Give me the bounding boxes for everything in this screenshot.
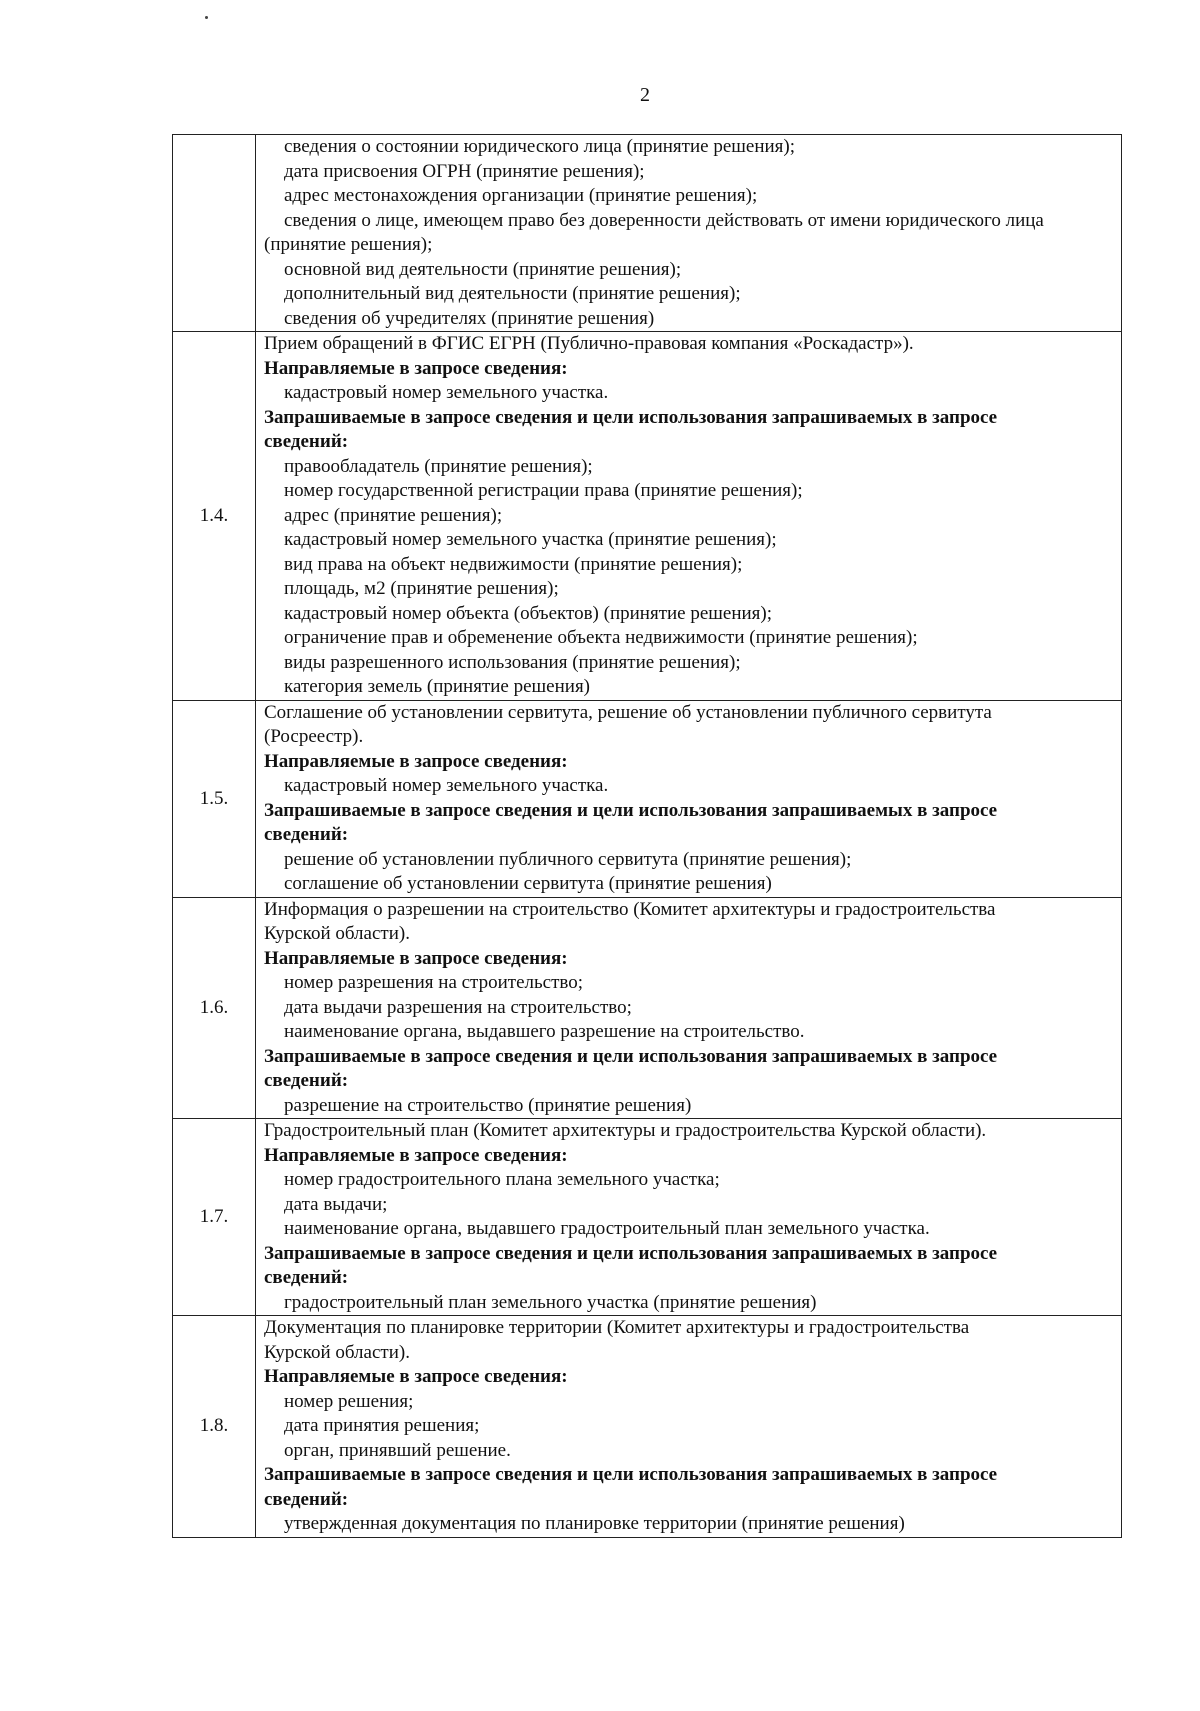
- content-line: (принятие решения);: [264, 234, 433, 255]
- content-line: вид права на объект недвижимости (принятие решения);: [284, 553, 743, 575]
- content-line: основной вид деятельности (принятие решения);: [284, 258, 682, 280]
- table-row: [173, 897, 1122, 1119]
- section-heading: Направляемые в запросе сведения:: [264, 750, 568, 772]
- row-number: 1.7.: [173, 1119, 256, 1316]
- content-line: кадастровый номер земельного участка (принятие решения);: [284, 529, 777, 550]
- content-line: кадастровый номер земельного участка.: [284, 775, 609, 796]
- row-content: [256, 332, 1122, 701]
- section-heading: Запрашиваемые в запросе сведения и цели использования запрашиваемых в запросе: [264, 1045, 998, 1067]
- section-heading: Направляемые в запросе сведения:: [264, 1144, 568, 1166]
- content-line: кадастровый номер объекта (объектов) (принятие решения);: [284, 602, 773, 624]
- row-content: [256, 1316, 1122, 1538]
- content-line: наименование органа, выдавшего градостроительный план земельного участка.: [284, 1218, 930, 1239]
- section-heading: сведений:: [264, 1267, 349, 1288]
- content-line: Документация по планировке территории (Комитет архитектуры и градостроительства: [264, 1317, 970, 1338]
- table-row: [173, 332, 1122, 701]
- content-line: виды разрешенного использования (принятие решения);: [284, 651, 741, 673]
- content-line: градостроительный план земельного участка (принятие решения): [284, 1291, 817, 1313]
- content-line: решение об установлении публичного сервитута (принятие решения);: [284, 848, 852, 870]
- section-heading: Направляемые в запросе сведения:: [264, 1366, 568, 1387]
- row-content: [256, 1119, 1122, 1316]
- content-line: номер государственной регистрации права (принятие решения);: [284, 480, 803, 501]
- content-line: (Росреестр).: [264, 726, 364, 747]
- content-line: Соглашение об установлении сервитута, решение об установлении публичного сервитута: [264, 701, 992, 723]
- row-number: 1.8.: [173, 1316, 256, 1538]
- row-content: [256, 700, 1122, 897]
- section-heading: Направляемые в запросе сведения:: [264, 947, 568, 969]
- content-line: Градостроительный план (Комитет архитектуры и градостроительства Курской области).: [264, 1120, 987, 1141]
- row-number: [173, 135, 256, 332]
- content-line: категория земель (принятие решения): [284, 676, 591, 697]
- content-line: соглашение об установлении сервитута (принятие решения): [284, 873, 772, 894]
- content-line: дополнительный вид деятельности (принятие решения);: [284, 283, 741, 304]
- section-heading: Запрашиваемые в запросе сведения и цели использования запрашиваемых в запросе: [264, 1242, 998, 1264]
- content-line: адрес (принятие решения);: [284, 504, 503, 526]
- section-heading: Направляемые в запросе сведения:: [264, 357, 568, 379]
- content-line: номер решения;: [284, 1390, 414, 1412]
- scan-speck: [205, 16, 208, 19]
- document-table-body: [173, 135, 1122, 1538]
- content-line: орган, принявший решение.: [284, 1439, 511, 1461]
- section-heading: сведений:: [264, 431, 349, 452]
- section-heading: сведений:: [264, 1488, 349, 1510]
- section-heading: Запрашиваемые в запросе сведения и цели использования запрашиваемых в запросе: [264, 1464, 998, 1485]
- content-line: сведения о лице, имеющем право без доверенности действовать от имени юридического лица: [284, 209, 1044, 231]
- document-table: [172, 134, 1122, 1538]
- content-line: разрешение на строительство (принятие решения): [284, 1094, 692, 1116]
- row-content: [256, 897, 1122, 1119]
- content-line: сведения об учредителях (принятие решения): [284, 307, 655, 329]
- content-line: номер градостроительного плана земельного участка;: [284, 1169, 720, 1190]
- content-line: номер разрешения на строительство;: [284, 972, 583, 993]
- table-row: [173, 1316, 1122, 1538]
- table-row: [173, 700, 1122, 897]
- content-line: Курской области).: [264, 1341, 410, 1363]
- row-content: [256, 135, 1122, 332]
- section-heading: сведений:: [264, 1070, 349, 1091]
- content-line: дата принятия решения;: [284, 1415, 480, 1436]
- content-line: адрес местонахождения организации (принятие решения);: [284, 185, 758, 206]
- content-line: сведения о состоянии юридического лица (принятие решения);: [284, 136, 796, 157]
- section-heading: Запрашиваемые в запросе сведения и цели использования запрашиваемых в запросе: [264, 799, 998, 821]
- table-row: [173, 135, 1122, 332]
- page-number: 2: [640, 84, 650, 106]
- section-heading: Запрашиваемые в запросе сведения и цели использования запрашиваемых в запросе: [264, 406, 998, 428]
- row-number: 1.4.: [173, 332, 256, 701]
- content-line: Прием обращений в ФГИС ЕГРН (Публично-правовая компания «Роскадастр»).: [264, 333, 914, 354]
- table-row: [173, 1119, 1122, 1316]
- content-line: кадастровый номер земельного участка.: [284, 382, 609, 403]
- content-line: Информация о разрешении на строительство (Комитет архитектуры и градостроительства: [264, 898, 996, 920]
- content-line: утвержденная документация по планировке территории (принятие решения): [284, 1513, 905, 1534]
- section-heading: сведений:: [264, 824, 349, 845]
- content-line: наименование органа, выдавшего разрешение на строительство.: [284, 1021, 805, 1042]
- content-line: правообладатель (принятие решения);: [284, 455, 593, 477]
- row-number: 1.5.: [173, 700, 256, 897]
- content-line: дата присвоения ОГРН (принятие решения);: [284, 160, 645, 182]
- content-line: площадь, м2 (принятие решения);: [284, 578, 559, 599]
- content-line: ограничение прав и обременение объекта недвижимости (принятие решения);: [284, 627, 918, 648]
- row-number: 1.6.: [173, 897, 256, 1119]
- content-line: Курской области).: [264, 923, 410, 944]
- content-line: дата выдачи;: [284, 1193, 388, 1215]
- content-line: дата выдачи разрешения на строительство;: [284, 996, 632, 1018]
